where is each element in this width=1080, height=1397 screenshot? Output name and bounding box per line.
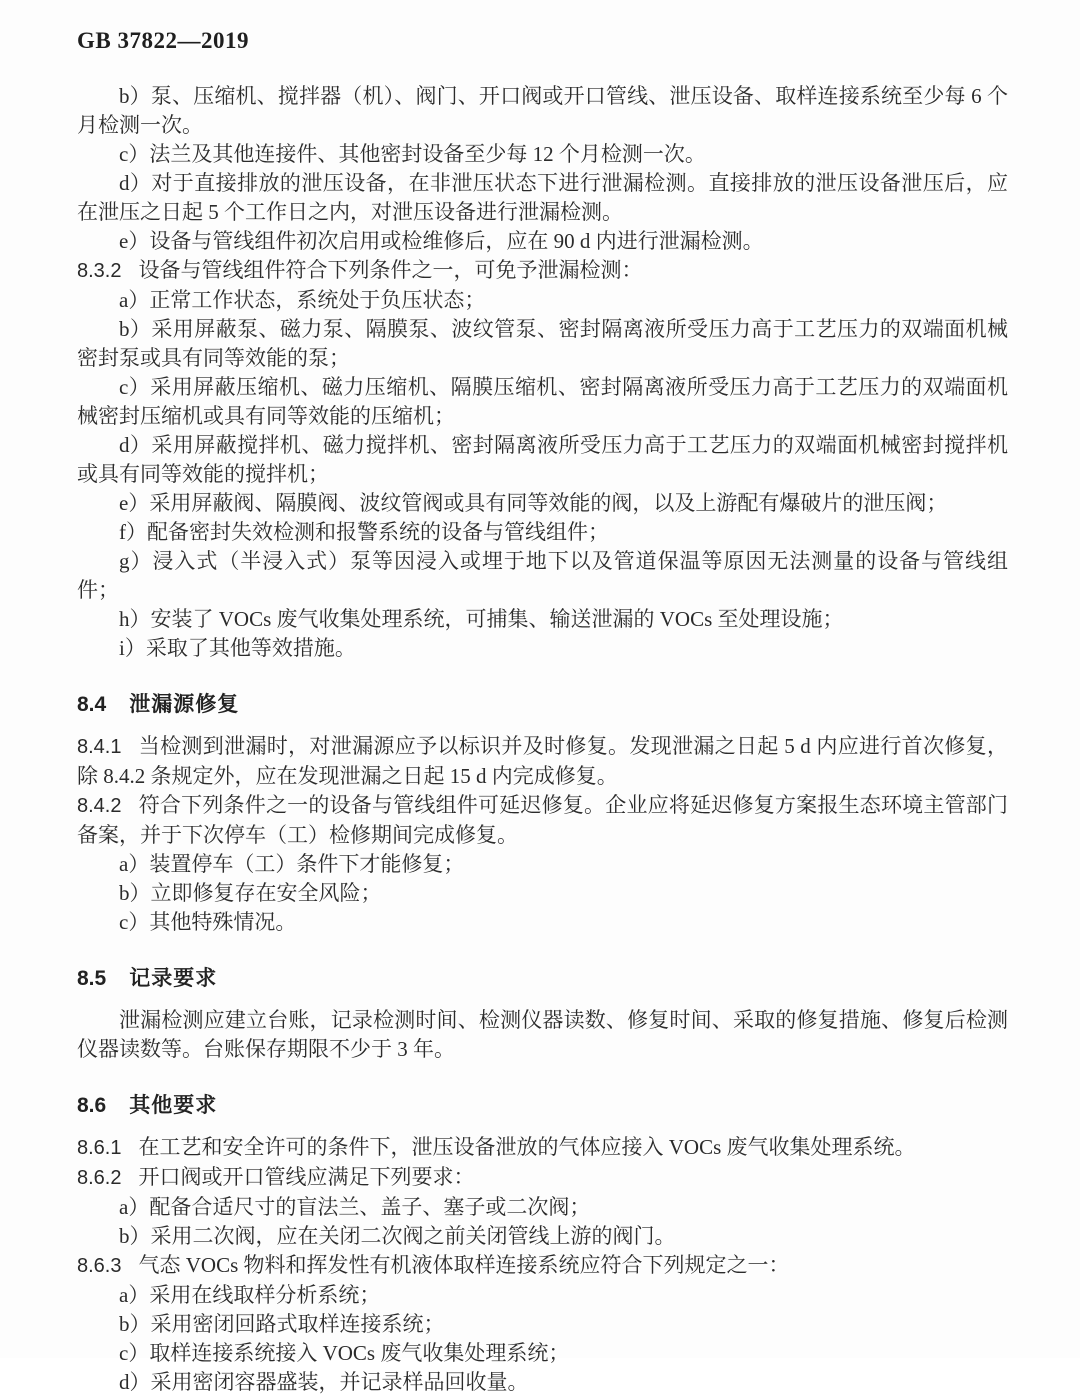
list-item <box>77 1281 1008 1310</box>
clause-8-6-3 <box>77 1251 1008 1281</box>
section-heading-8-6 <box>77 1091 1008 1120</box>
section-title: 记录要求 <box>129 967 218 990</box>
clause-number: 8.6.1 <box>77 1137 122 1159</box>
list-item <box>77 1310 1008 1339</box>
item-text: 装置停车（工）条件下才能修复； <box>149 852 465 876</box>
list-item <box>77 315 1008 373</box>
item-text: 配备合适尺寸的盲法兰、盖子、塞子或二次阀； <box>149 1195 591 1219</box>
list-item <box>77 140 1008 169</box>
item-text: 设备与管线组件初次启用或检维修后，应在 90 d 内进行泄漏检测。 <box>149 229 764 253</box>
item-text: 配备密封失效检测和报警系统的设备与管线组件； <box>147 520 609 544</box>
list-item <box>77 169 1008 227</box>
item-marker: a） <box>119 1283 150 1307</box>
item-text: 立即修复存在安全风险； <box>150 881 382 905</box>
clause-8-4-2 <box>77 791 1008 850</box>
item-marker: b） <box>119 317 152 341</box>
item-text: 采用屏蔽阀、隔膜阀、波纹管阀或具有同等效能的阀，以及上游配有爆破片的泄压阀； <box>149 491 948 515</box>
list-item <box>77 1222 1008 1251</box>
item-marker: g） <box>119 549 153 573</box>
item-marker: f） <box>119 520 147 544</box>
clause-8-4-1 <box>77 732 1008 791</box>
item-text: 采取了其他等效措施。 <box>145 636 356 660</box>
standard-number-header: GB 37822—2019 <box>77 28 249 53</box>
clause-number: 8.6.3 <box>77 1255 122 1277</box>
item-marker: a） <box>119 852 150 876</box>
list-item <box>77 489 1008 518</box>
item-text: 取样连接系统接入 VOCs 废气收集处理系统； <box>149 1341 570 1365</box>
clause-text: 在工艺和安全许可的条件下，泄压设备泄放的气体应接入 VOCs 废气收集处理系统。 <box>138 1135 916 1159</box>
item-marker: e） <box>119 229 150 253</box>
clause-number: 8.4.2 <box>77 795 122 817</box>
item-marker: d） <box>119 433 152 457</box>
list-item <box>77 1193 1008 1222</box>
list-item <box>77 518 1008 547</box>
list-item <box>77 227 1008 256</box>
list-item <box>77 547 1008 605</box>
body-paragraph: 泄漏检测应建立台账，记录检测时间、检测仪器读数、修复时间、采取的修复措施、修复后检测仪器读数等。台账保存期限不少于 3 年。 <box>77 1008 1008 1061</box>
list-item <box>77 1368 1008 1397</box>
section-number: 8.6 <box>77 1094 107 1117</box>
item-marker: d） <box>119 1370 151 1394</box>
item-text: 正常工作状态，系统处于负压状态； <box>149 288 486 312</box>
item-text: 对于直接排放的泄压设备，在非泄压状态下进行泄漏检测。直接排放的泄压设备泄压后，应在泄压之日起 5 个工作日之内，对泄压设备进行泄漏检测。 <box>77 171 1009 224</box>
item-text: 采用屏蔽搅拌机、磁力搅拌机、密封隔离液所受压力高于工艺压力的双端面机械密封搅拌机或具有同等效能的搅拌机； <box>77 433 1009 486</box>
item-text: 采用密闭回路式取样连接系统； <box>150 1312 445 1336</box>
item-marker: b） <box>119 881 151 905</box>
list-item <box>77 908 1008 937</box>
item-text: 法兰及其他连接件、其他密封设备至少每 12 个月检测一次。 <box>149 142 706 166</box>
item-text: 采用屏蔽泵、磁力泵、隔膜泵、波纹管泵、密封隔离液所受压力高于工艺压力的双端面机械密封泵或具有同等效能的泵； <box>77 317 1009 370</box>
clause-text: 气态 VOCs 物料和挥发性有机液体取样连接系统应符合下列规定之一： <box>138 1253 790 1277</box>
list-item <box>77 82 1008 140</box>
item-text: 采用密闭容器盛装，并记录样品回收量。 <box>150 1370 529 1394</box>
list-item <box>77 605 1008 634</box>
section-title: 泄漏源修复 <box>129 693 240 716</box>
item-marker: i） <box>119 636 146 660</box>
section-title: 其他要求 <box>129 1094 218 1117</box>
item-marker: c） <box>119 1341 150 1365</box>
clause-number: 8.3.2 <box>77 260 122 282</box>
item-text: 采用二次阀，应在关闭二次阀之前关闭管线上游的阀门。 <box>150 1224 676 1248</box>
item-text: 安装了 VOCs 废气收集处理系统，可捕集、输送泄漏的 VOCs 至处理设施； <box>150 607 844 631</box>
list-item <box>77 1339 1008 1368</box>
clause-text: 当检测到泄漏时，对泄漏源应予以标识并及时修复。发现泄漏之日起 5 d 内应进行首次修复，除 8.4.2 条规定外，应在发现泄漏之日起 15 d 内完成修复。 <box>77 734 1008 788</box>
clause-8-3-2 <box>77 256 1008 286</box>
item-text: 浸入式（半浸入式）泵等因浸入或埋于地下以及管道保温等原因无法测量的设备与管线组件； <box>77 549 1009 602</box>
item-marker: b） <box>119 1224 151 1248</box>
list-item <box>77 431 1008 489</box>
clause-number: 8.6.2 <box>77 1167 122 1189</box>
section-number: 8.5 <box>77 967 107 990</box>
clause-text: 开口阀或开口管线应满足下列要求： <box>138 1165 475 1189</box>
item-text: 泵、压缩机、搅拌器（机）、阀门、开口阀或开口管线、泄压设备、取样连接系统至少每 6 个月检测一次。 <box>77 84 1008 137</box>
list-item <box>77 634 1008 663</box>
item-text: 采用在线取样分析系统； <box>149 1283 381 1307</box>
item-text: 采用屏蔽压缩机、磁力压缩机、隔膜压缩机、密封隔离液所受压力高于工艺压力的双端面机械密封压缩机或具有同等效能的压缩机； <box>77 375 1008 428</box>
item-marker: c） <box>119 910 150 934</box>
section-number: 8.4 <box>77 693 107 716</box>
item-marker: b） <box>119 84 151 108</box>
item-marker: a） <box>119 288 150 312</box>
clause-8-6-2 <box>77 1163 1008 1193</box>
item-marker: a） <box>119 1195 150 1219</box>
item-marker: h） <box>119 607 151 631</box>
item-marker: b） <box>119 1312 151 1336</box>
section-heading-8-4 <box>77 690 1008 719</box>
clause-number: 8.4.1 <box>77 736 122 758</box>
list-item <box>77 850 1008 879</box>
item-marker: c） <box>119 375 151 399</box>
item-marker: d） <box>119 171 152 195</box>
section-heading-8-5 <box>77 964 1008 993</box>
list-item <box>77 879 1008 908</box>
item-marker: e） <box>119 491 150 515</box>
clause-text: 设备与管线组件符合下列条件之一，可免予泄漏检测： <box>138 258 643 282</box>
list-item <box>77 286 1008 315</box>
item-marker: c） <box>119 142 150 166</box>
item-text: 其他特殊情况。 <box>149 910 297 934</box>
list-item <box>77 373 1008 431</box>
clause-text: 符合下列条件之一的设备与管线组件可延迟修复。企业应将延迟修复方案报生态环境主管部门备案，并于下次停车（工）检修期间完成修复。 <box>77 793 1008 847</box>
clause-8-6-1 <box>77 1133 1008 1163</box>
